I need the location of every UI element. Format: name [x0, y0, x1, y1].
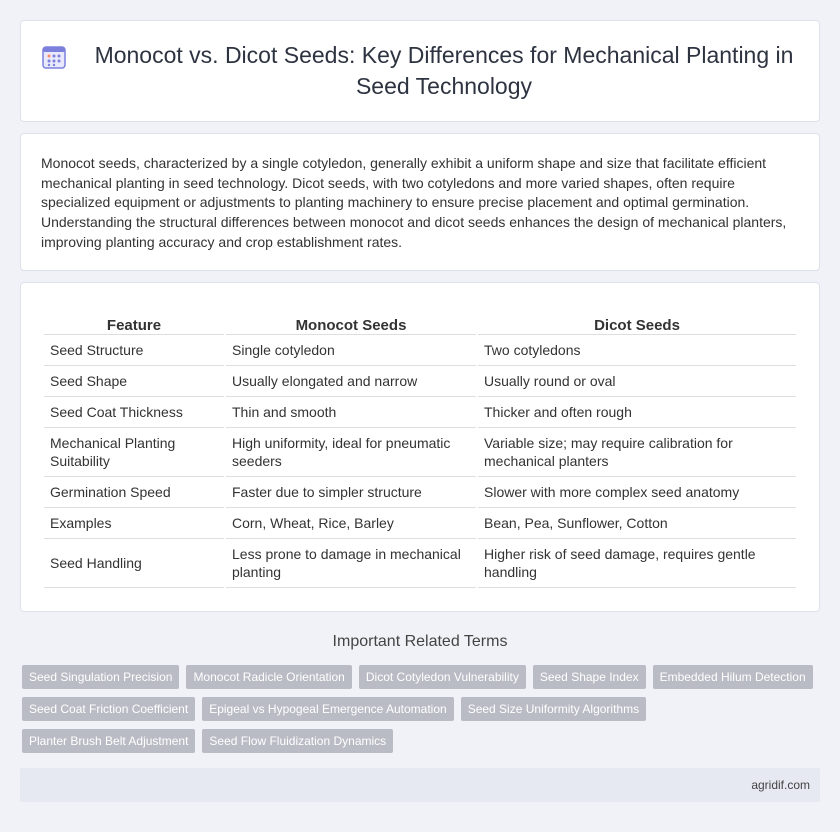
intro-paragraph: Monocot seeds, characterized by a single cotyledon, generally exhibit a uniform shape and size that facilitate efficient mechanical planting in seed technology. Dicot seeds, with two cotyledons and more varied shapes, often require specialized equipment or adjustments to planting machinery to ensure precise placement and optimal germination. Understanding the structural differences between monocot and dicot seeds enhances the design of mechanical planters, improving planting accuracy and crop establishment rates.	[41, 155, 787, 250]
table-cell: Mechanical Planting Suitability	[44, 428, 224, 477]
table-cell: Single cotyledon	[226, 335, 476, 366]
table-cell: Seed Handling	[44, 539, 224, 588]
comparison-table	[42, 299, 798, 588]
table-cell: Corn, Wheat, Rice, Barley	[226, 508, 476, 539]
table-row	[44, 428, 796, 477]
table-cell: Seed Structure	[44, 335, 224, 366]
intro-card	[20, 133, 820, 271]
related-terms-list	[22, 665, 822, 761]
footer	[20, 768, 820, 802]
comparison-table-card	[20, 282, 820, 612]
table-cell: High uniformity, ideal for pneumatic seeders	[226, 428, 476, 477]
column-header: Monocot Seeds	[226, 299, 476, 335]
related-term-tag[interactable]: Seed Coat Friction Coefficient	[22, 697, 195, 721]
related-term-tag[interactable]: Seed Size Uniformity Algorithms	[461, 697, 646, 721]
table-cell: Variable size; may require calibration for mechanical planters	[478, 428, 796, 477]
table-cell: Higher risk of seed damage, requires gentle handling	[478, 539, 796, 588]
column-header: Dicot Seeds	[478, 299, 796, 335]
table-cell: Seed Shape	[44, 366, 224, 397]
table-cell: Thicker and often rough	[478, 397, 796, 428]
table-row	[44, 539, 796, 588]
table-cell: Thin and smooth	[226, 397, 476, 428]
related-term-tag[interactable]: Monocot Radicle Orientation	[186, 665, 351, 689]
table-row	[44, 335, 796, 366]
table-row	[44, 366, 796, 397]
related-term-tag[interactable]: Seed Flow Fluidization Dynamics	[202, 729, 393, 753]
related-term-tag[interactable]: Dicot Cotyledon Vulnerability	[359, 665, 526, 689]
table-cell: Examples	[44, 508, 224, 539]
related-term-tag[interactable]: Epigeal vs Hypogeal Emergence Automation	[202, 697, 453, 721]
table-row	[44, 477, 796, 508]
table-cell: Slower with more complex seed anatomy	[478, 477, 796, 508]
table-row	[44, 508, 796, 539]
table-cell: Usually round or oval	[478, 366, 796, 397]
table-cell: Less prone to damage in mechanical planting	[226, 539, 476, 588]
related-term-tag[interactable]: Embedded Hilum Detection	[653, 665, 813, 689]
table-cell: Two cotyledons	[478, 335, 796, 366]
calendar-grid-icon	[41, 44, 67, 70]
column-header: Feature	[44, 299, 224, 335]
table-cell: Faster due to simpler structure	[226, 477, 476, 508]
table-cell: Seed Coat Thickness	[44, 397, 224, 428]
table-header-row	[44, 299, 796, 335]
related-term-tag[interactable]: Planter Brush Belt Adjustment	[22, 729, 195, 753]
related-term-tag[interactable]: Seed Shape Index	[533, 665, 646, 689]
table-cell: Usually elongated and narrow	[226, 366, 476, 397]
related-term-tag[interactable]: Seed Singulation Precision	[22, 665, 179, 689]
footer-site-link[interactable]: agridif.com	[751, 778, 810, 792]
table-cell: Bean, Pea, Sunflower, Cotton	[478, 508, 796, 539]
table-cell: Germination Speed	[44, 477, 224, 508]
page-title: Monocot vs. Dicot Seeds: Key Differences for Mechanical Planting in Seed Technology	[94, 42, 794, 99]
header-card	[20, 20, 820, 122]
related-terms-title: Important Related Terms	[332, 633, 508, 650]
table-row	[44, 397, 796, 428]
